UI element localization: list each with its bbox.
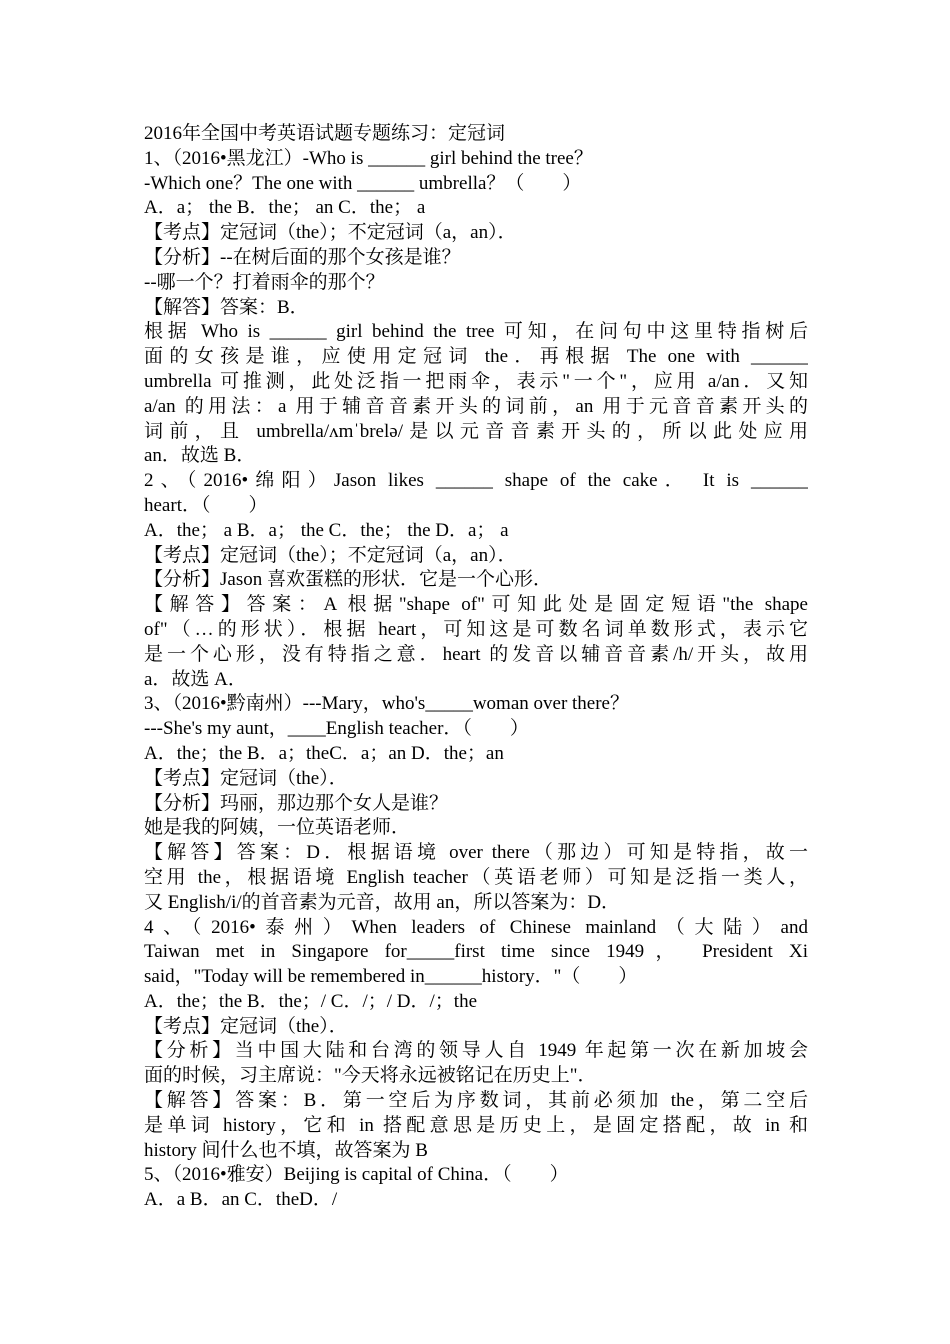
question-line: 是一个心形，没有特指之意．heart 的发音以辅音音素/h/开头，故用 bbox=[144, 643, 808, 665]
question-line: 【分析】Jason 喜欢蛋糕的形状．它是一个心形． bbox=[144, 569, 552, 591]
question-4 bbox=[144, 916, 808, 1164]
question-line: --哪一个？打着雨伞的那个？ bbox=[144, 271, 385, 293]
question-line: 【考点】定冠词（the）． bbox=[144, 1015, 348, 1037]
question-line: 是单词 history，它和 in 搭配意思是历史上，是固定搭配，故 in 和 bbox=[144, 1114, 808, 1136]
question-line: 5、（2016•雅安）Beijing is capital of China．（ ） bbox=[144, 1164, 569, 1186]
question-line: 空用 the，根据语境 English teacher（英语老师）可知是泛指一类人， bbox=[144, 866, 808, 888]
question-line: -Which one？The one with ______ umbrella？（ ） bbox=[144, 172, 582, 194]
question-line: Taiwan met in Singapore for_____first time since 1949， President Xi bbox=[144, 941, 808, 963]
document-title: 2016年全国中考英语试题专题练习：定冠词 bbox=[144, 123, 506, 144]
question-5 bbox=[144, 1163, 808, 1213]
question-list bbox=[144, 147, 808, 1213]
question-line: 根据 Who is ______ girl behind the tree 可知，在问句中这里特指树后 bbox=[144, 321, 808, 343]
question-line: 【考点】定冠词（the）；不定冠词（a，an）． bbox=[144, 544, 517, 566]
question-line: 【解答】答案：B． bbox=[144, 296, 309, 318]
question-2 bbox=[144, 469, 808, 692]
question-line: 【分析】当中国大陆和台湾的领导人自 1949 年起第一次在新加坡会 bbox=[144, 1040, 808, 1062]
question-line: 【解答】答案：B．第一空后为序数词，其前必须加 the，第二空后 bbox=[144, 1090, 808, 1112]
question-line: A．the； a B．a； the C．the； the D．a； a bbox=[144, 519, 509, 541]
question-line: 【分析】--在树后面的那个女孩是谁？ bbox=[144, 246, 461, 268]
question-line: A．the；the B．the；/ C．/；/ D．/；the bbox=[144, 990, 478, 1012]
question-line: a．故选 A． bbox=[144, 668, 247, 690]
question-1 bbox=[144, 147, 808, 469]
question-line: umbrella 可推测，此处泛指一把雨伞，表示"一个"，应用 a/an．又知 bbox=[144, 370, 808, 392]
question-line: 【考点】定冠词（the）；不定冠词（a，an）． bbox=[144, 222, 517, 244]
question-line: 【解答】答案：A 根据"shape of"可知此处是固定短语"the shape bbox=[144, 594, 808, 616]
question-line: 2、（2016•绵阳）Jason likes ______ shape of the cake． It is ______ bbox=[144, 470, 808, 492]
question-line: ---She's my aunt，____English teacher．（ ） bbox=[144, 718, 529, 740]
question-line: 她是我的阿姨，一位英语老师． bbox=[144, 817, 411, 839]
question-line: heart．（ ） bbox=[144, 494, 268, 516]
question-line: 3、（2016•黔南州）---Mary，who's_____woman over there？ bbox=[144, 693, 629, 715]
question-line: of"（…的形状）．根据 heart，可知这是可数名词单数形式，表示它 bbox=[144, 618, 808, 640]
question-line: 【分析】玛丽，那边那个女人是谁？ bbox=[144, 792, 449, 814]
question-line: 词前，且 umbrella/ʌmˈbrelə/是以元音音素开头的，所以此处应用 bbox=[144, 420, 808, 442]
question-line: 4、（2016•泰州）When leaders of Chinese mainland（大陆）and bbox=[144, 916, 808, 938]
question-line: A．a； the B．the； an C．the； a bbox=[144, 197, 426, 219]
question-line: history 间什么也不填，故答案为 B bbox=[144, 1139, 428, 1161]
question-3 bbox=[144, 692, 808, 915]
question-line: 1、（2016•黑龙江）-Who is ______ girl behind the tree？ bbox=[144, 147, 593, 169]
question-line: A．a B．an C．theD．/ bbox=[144, 1189, 338, 1211]
question-line: 面的女孩是谁，应使用定冠词 the．再根据 The one with ______ bbox=[144, 346, 808, 368]
document-page bbox=[144, 122, 808, 1213]
question-line: 面的时候，习主席说："今天将永远被铭记在历史上"． bbox=[144, 1065, 597, 1087]
question-line: 【考点】定冠词（the）． bbox=[144, 767, 348, 789]
question-line: said，"Today will be remembered in______history．"（ ） bbox=[144, 966, 638, 988]
question-line: 又 English/i/的首音素为元音，故用 an，所以答案为：D． bbox=[144, 891, 621, 913]
question-line: a/an 的用法：a 用于辅音音素开头的词前，an 用于元音音素开头的 bbox=[144, 395, 808, 417]
question-line: 【解答】答案：D．根据语境 over there（那边）可知是特指，故一 bbox=[144, 842, 808, 864]
question-line: A．the；the B．a；theC．a；an D．the；an bbox=[144, 742, 504, 764]
question-line: an．故选 B． bbox=[144, 445, 256, 467]
